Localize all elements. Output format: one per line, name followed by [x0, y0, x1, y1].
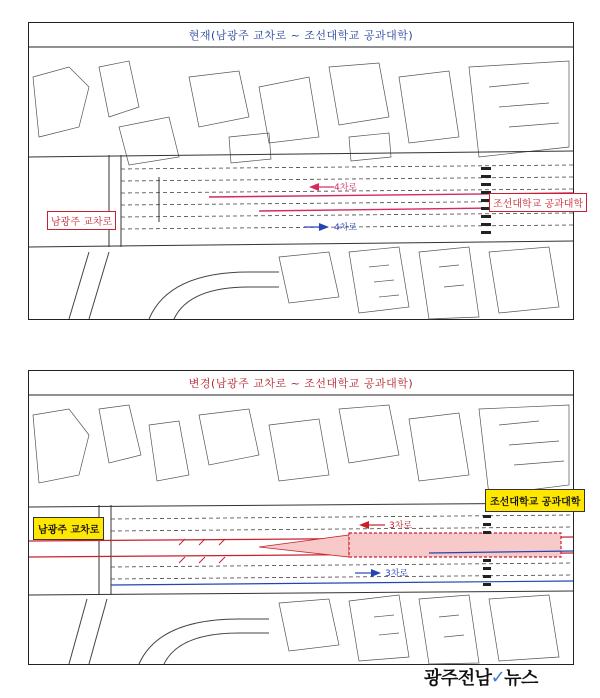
changed-plan-map	[29, 395, 581, 664]
changed-plan-title: 변경(남광주 교차로 ~ 조선대학교 공과대학)	[188, 377, 414, 390]
current-right-station-label: 조선대학교 공과대학	[489, 193, 587, 212]
check-icon: ✓	[490, 666, 506, 688]
changed-lower-lane-label: 3차로	[385, 569, 409, 579]
current-plan-title: 현재(남광주 교차로 ~ 조선대학교 공과대학)	[188, 29, 414, 42]
changed-left-station-label: 남광주 교차로	[33, 517, 104, 540]
logo-text-primary: 광주전남	[424, 668, 492, 689]
current-plan-map	[29, 47, 584, 319]
changed-upper-lane-label: 3차로	[389, 521, 413, 531]
logo-text-secondary: 뉴스	[504, 668, 538, 689]
current-upper-lane-label: 4차로	[334, 183, 358, 193]
changed-road-drawing	[29, 395, 573, 664]
current-road-drawing	[29, 47, 573, 319]
changed-right-station-label: 조선대학교 공과대학	[485, 489, 585, 512]
current-lower-lane-label: 4차로	[334, 223, 358, 233]
current-plan-panel	[28, 22, 584, 320]
current-left-station-label: 남광주 교차로	[47, 211, 116, 230]
news-logo	[424, 664, 538, 690]
changed-plan-panel	[28, 370, 581, 665]
